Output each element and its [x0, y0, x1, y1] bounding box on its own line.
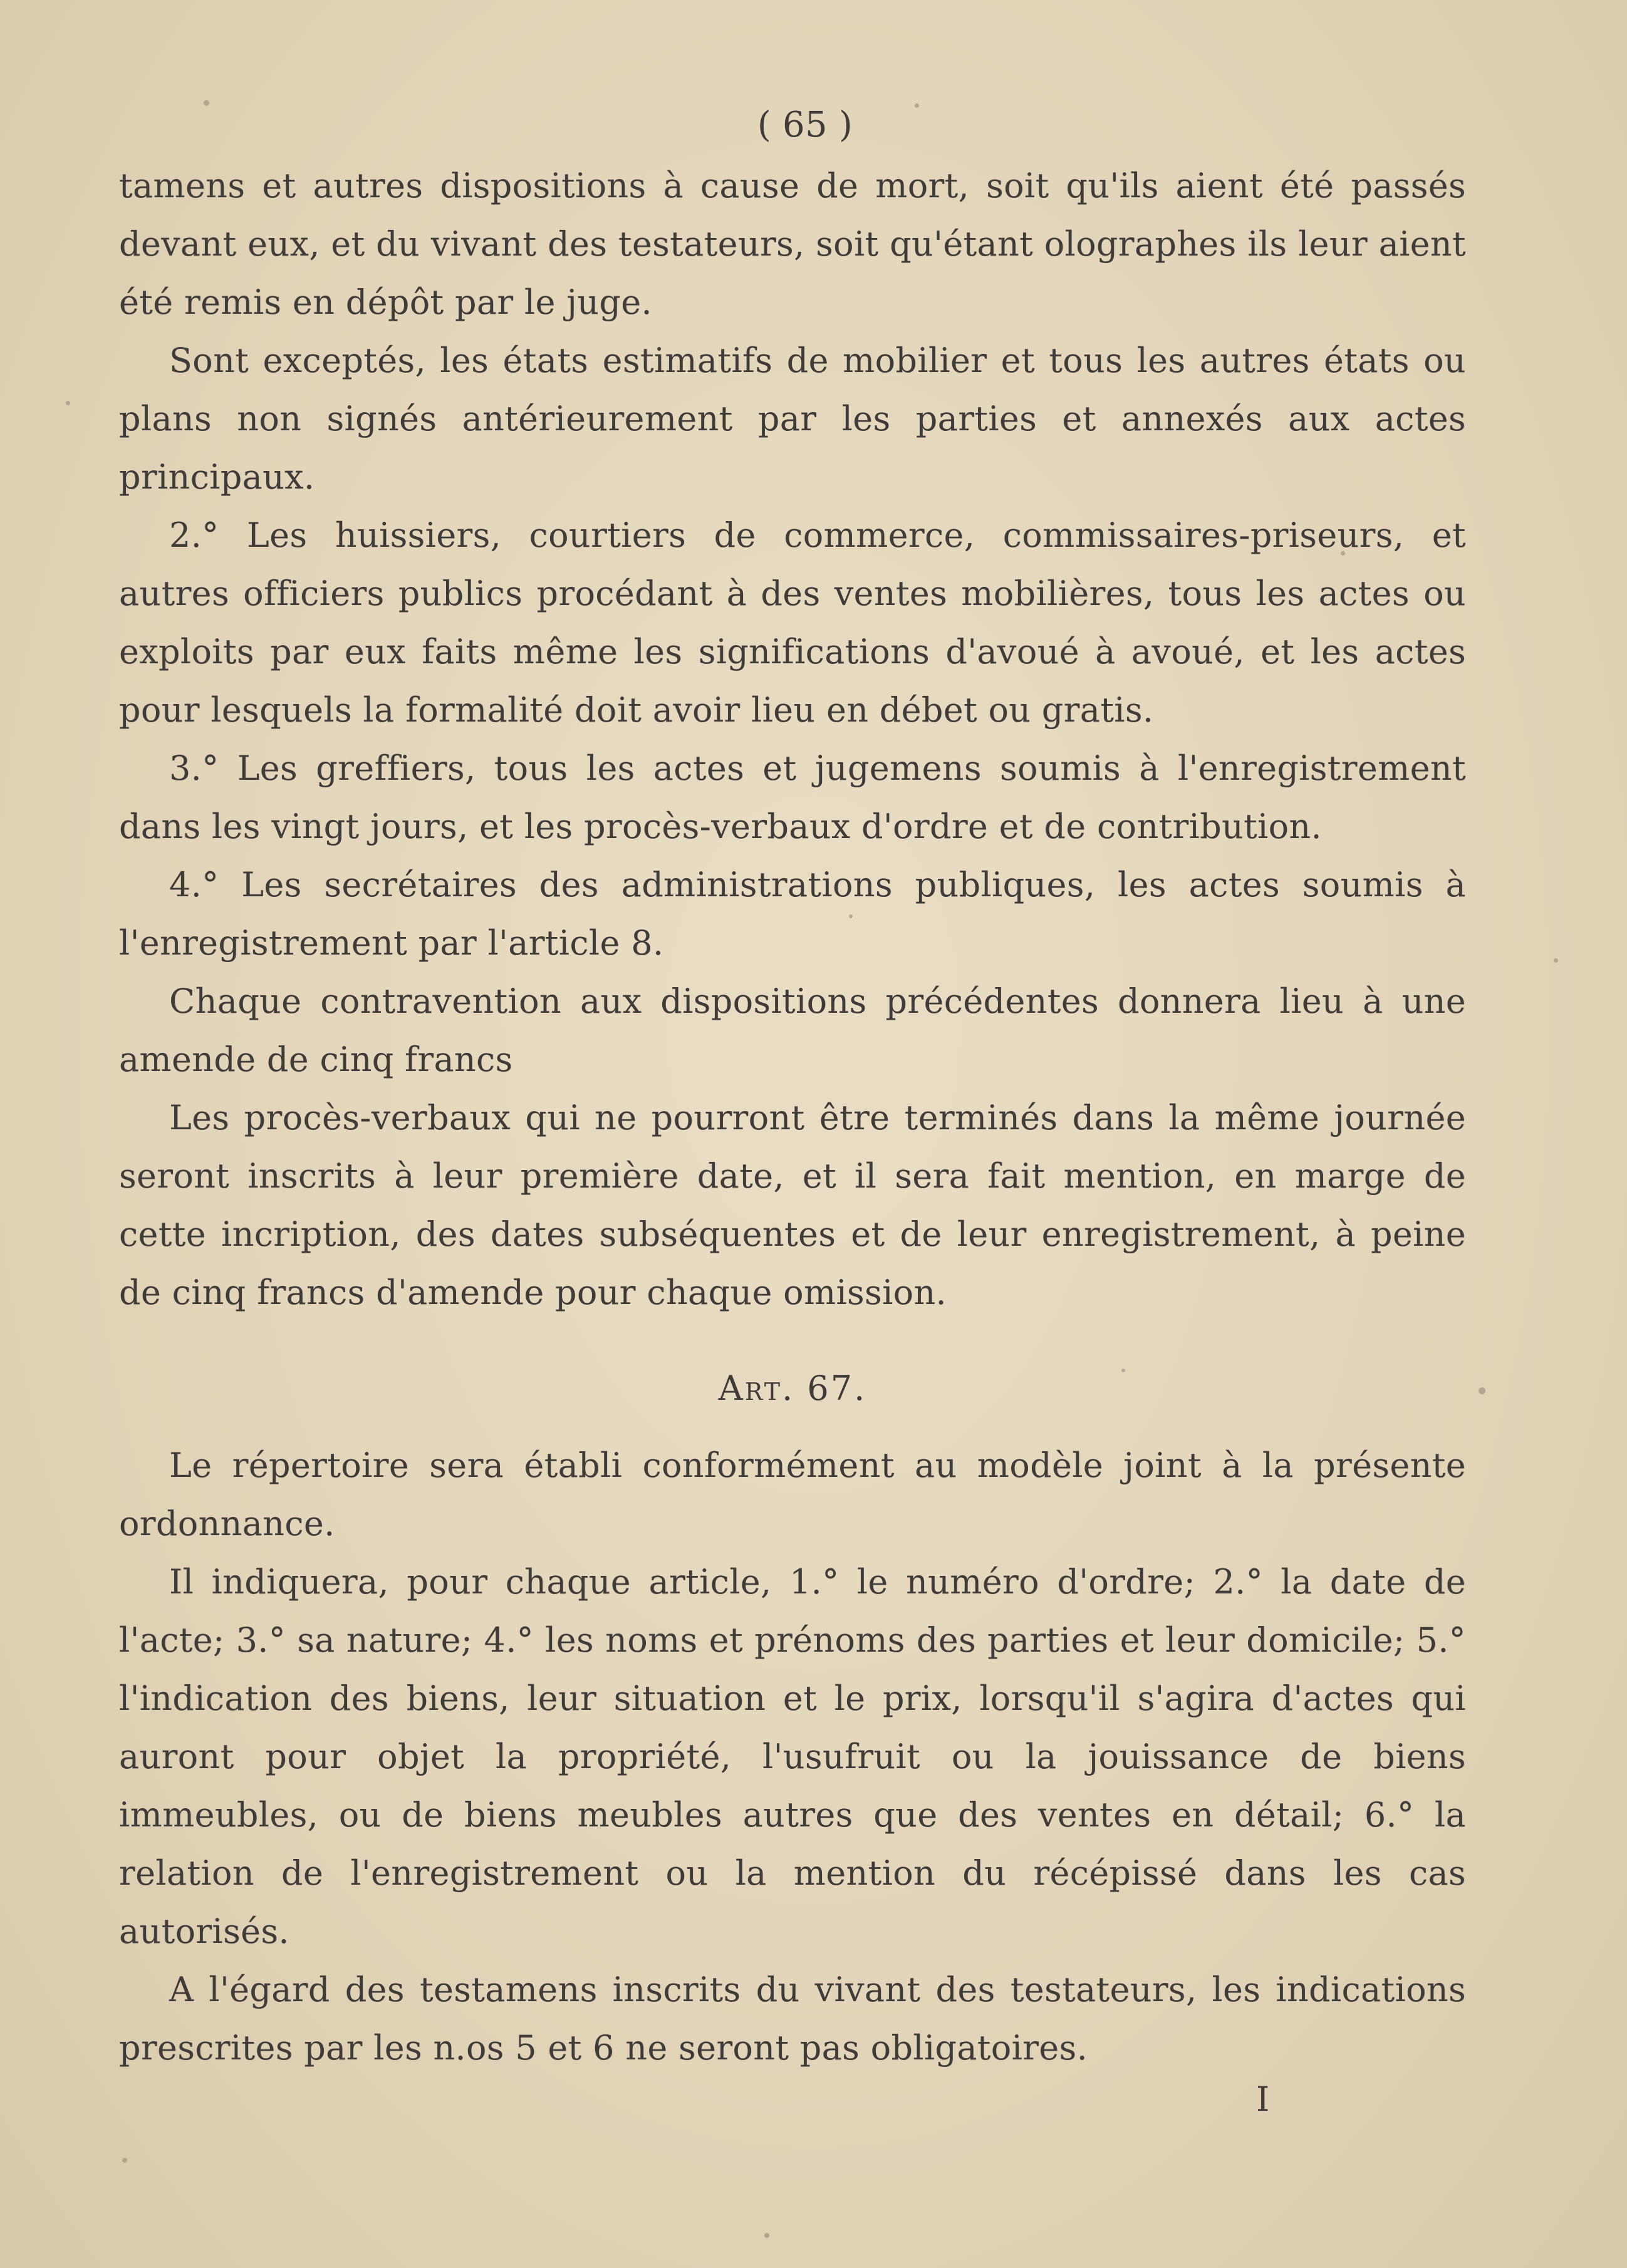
- article-paragraph-testamens: A l'égard des testamens inscrits du vivant des testateurs, les indications prescrites par les n.os 5 et 6 ne seront pas obligatoires.: [119, 1970, 1466, 2068]
- paper-speck: [122, 2158, 127, 2163]
- paragraph-penalty: Chaque contravention aux dispositions précédentes donnera lieu à une amende de cinq francs: [119, 981, 1466, 1079]
- page-number: ( 65 ): [757, 105, 853, 145]
- paper-speck: [764, 2233, 769, 2238]
- paragraph-continuation: tamens et autres dispositions à cause de mort, soit qu'ils aient été passés devant eux, et du vivant des testateurs, soit qu'étant olographes ils leur aient été remis en dépôt par le juge.: [119, 166, 1466, 322]
- paper-speck: [1479, 1387, 1485, 1394]
- paragraph-item-4: 4.° Les secrétaires des administrations publiques, les actes soumis à l'enregistrement par l'article 8.: [119, 865, 1466, 963]
- paper-speck: [66, 401, 70, 405]
- article-paragraph-indications: Il indiquera, pour chaque article, 1.° le numéro d'ordre; 2.° la date de l'acte; 3.° sa nature; 4.° les noms et prénoms des parties et leur domicile; 5.° l'indication des biens, leur situation et le prix, lorsqu'il s'agira d'actes qui auront pour objet la propriété, l'usufruit ou la jouissance de biens immeubles, ou de biens meubles autres que des ventes en détail; 6.° la relation de l'enregistrement ou la mention du récépissé dans les cas autorisés.: [119, 1562, 1466, 1951]
- paragraph-exceptions: Sont exceptés, les états estimatifs de mobilier et tous les autres états ou plans non signés antérieurement par les parties et annexés aux actes principaux.: [119, 341, 1466, 497]
- article-paragraph-repertoire: Le répertoire sera établi conformément au modèle joint à la présente ordonnance.: [119, 1446, 1466, 1543]
- article-heading: Art. 67.: [718, 1369, 867, 1408]
- paper-speck: [1554, 958, 1558, 963]
- paragraph-item-3: 3.° Les greffiers, tous les actes et jugemens soumis à l'enregistrement dans les vingt jours, et les procès-verbaux d'ordre et de contribution.: [119, 748, 1466, 846]
- paragraph-item-2: 2.° Les huissiers, courtiers de commerce, commissaires-priseurs, et autres officiers publics procédant à des ventes mobilières, tous les actes ou exploits par eux faits même les significations d'avoué à avoué, et les actes pour lesquels la formalité doit avoir lieu en débet ou gratis.: [119, 515, 1466, 730]
- page-text: [119, 94, 1466, 2077]
- signature-mark: I: [1256, 2079, 1270, 2119]
- paragraph-proces-verbaux: Les procès-verbaux qui ne pourront être terminés dans la même journée seront inscrits à leur première date, et il sera fait mention, en marge de cette incription, des dates subséquentes et de leur enregistrement, à peine de cinq francs d'amende pour chaque omission.: [119, 1098, 1466, 1312]
